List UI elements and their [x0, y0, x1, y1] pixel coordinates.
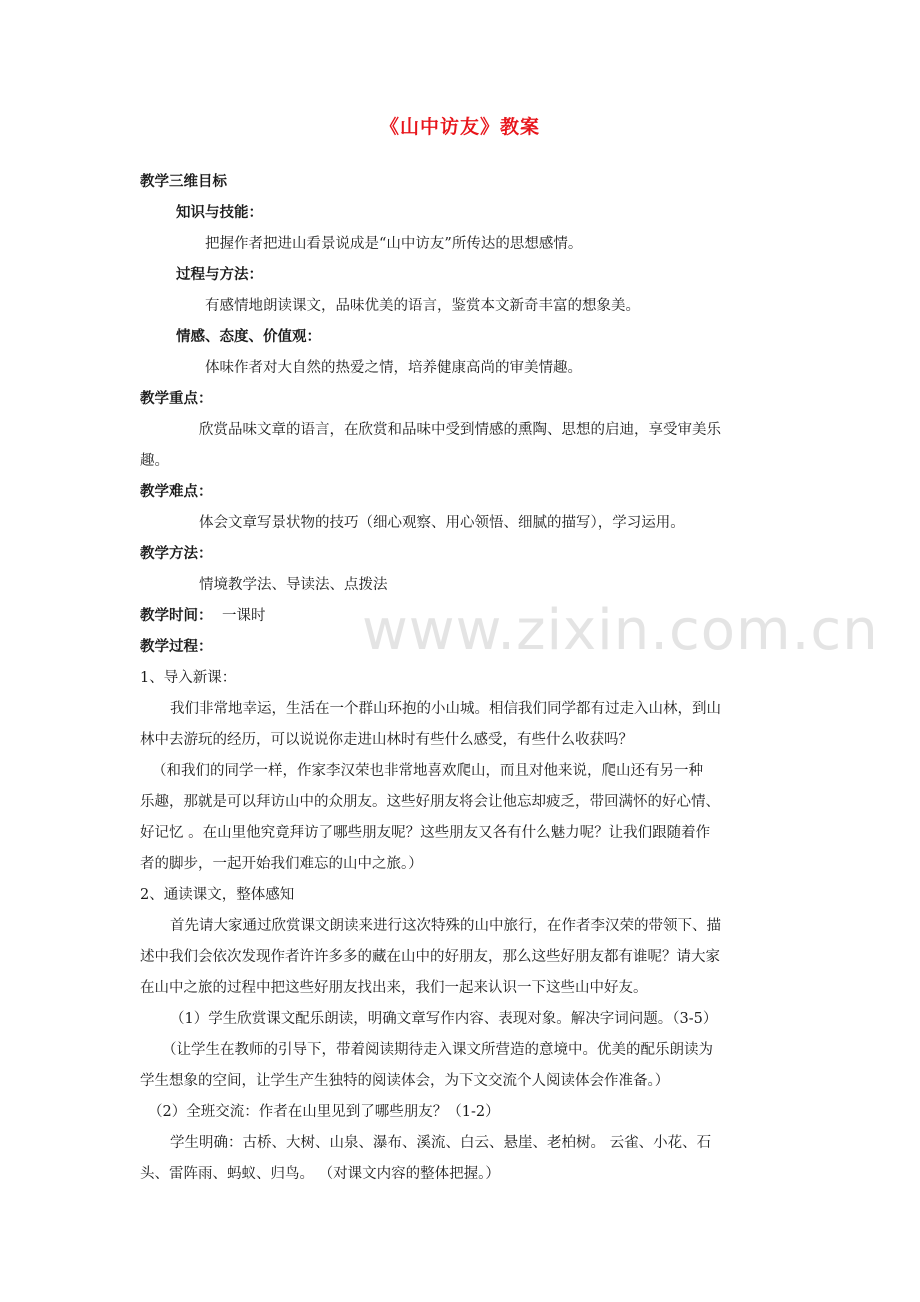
paragraph-line: 有感情地朗读课文，品味优美的语言，鉴赏本文新奇丰富的想象美。 — [205, 298, 640, 314]
paragraph-line: 在山中之旅的过程中把这些好朋友找出来，我们一起来认识一下这些山中好友。 — [140, 980, 648, 996]
paragraph-line: 者的脚步，一起开始我们难忘的山中之旅。） — [140, 856, 423, 872]
paragraph-line: 首先请大家通过欣赏课文朗读来进行这次特殊的山中旅行，在作者李汉荣的带领下、描 — [170, 918, 721, 934]
paragraph-line: 把握作者把进山看景说成是“山中访友”所传达的思想感情。 — [205, 236, 583, 252]
paragraph-line: 头、雷阵雨、蚂蚁、归鸟。 （对课文内容的整体把握。） — [140, 1166, 500, 1182]
heading-key-points: 教学重点： — [140, 391, 213, 407]
paragraph-line: 趣。 — [140, 453, 169, 469]
paragraph-line: （1）学生欣赏课文配乐朗读，明确文章写作内容、表现对象。解决字词问题。（3-5） — [170, 1011, 718, 1027]
paragraph-line: 林中去游玩的经历，可以说说你走进山林时有些什么感受，有些什么收获吗？ — [140, 732, 633, 748]
document-title: 《山中访友》教案 — [379, 116, 540, 138]
paragraph-line: 述中我们会依次发现作者许许多多的藏在山中的好朋友，那么这些好朋友都有谁呢？请大家 — [140, 949, 720, 965]
heading-objectives: 教学三维目标 — [140, 174, 227, 190]
paragraph-line: 欣赏品味文章的语言，在欣赏和品味中受到情感的熏陶、思想的启迪，享受审美乐 — [199, 422, 721, 438]
subheading-process: 过程与方法： — [176, 267, 263, 283]
paragraph-line: 学生明确：古桥、大树、山泉、瀑布、溪流、白云、悬崖、老柏树。 云雀、小花、石 — [170, 1135, 712, 1151]
paragraph-line: 好记忆 。在山里他究竟拜访了哪些朋友呢？这些朋友又各有什么魅力呢？让我们跟随着作 — [140, 825, 711, 841]
heading-time: 教学时间： — [140, 608, 213, 624]
heading-difficulties: 教学难点： — [140, 484, 213, 500]
paragraph-line: （和我们的同学一样，作家李汉荣也非常地喜欢爬山，而且对他来说，爬山还有另一种 — [152, 763, 703, 779]
step-heading: 2、通读课文，整体感知 — [140, 887, 295, 903]
paragraph-line: 乐趣，那就是可以拜访山中的众朋友。这些好朋友将会让他忘却疲乏，带回满怀的好心情、 — [140, 794, 720, 810]
time-value: 一课时 — [222, 608, 266, 624]
subheading-emotion: 情感、态度、价值观： — [176, 329, 321, 345]
subheading-knowledge: 知识与技能： — [176, 205, 263, 221]
paragraph-line: 学生想象的空间，让学生产生独特的阅读体会，为下文交流个人阅读体会作准备。） — [140, 1073, 670, 1089]
paragraph-line: 体味作者对大自然的热爱之情，培养健康高尚的审美情趣。 — [205, 360, 582, 376]
paragraph-line: 我们非常地幸运，生活在一个群山环抱的小山城。相信我们同学都有过走入山林，到山 — [170, 701, 721, 717]
watermark: www.zixin.com.cn — [362, 598, 879, 663]
paragraph-line: 体会文章写景状物的技巧（细心观察、用心领悟、细腻的描写），学习运用。 — [199, 515, 685, 531]
heading-methods: 教学方法： — [140, 546, 213, 562]
step-heading: 1、导入新课： — [140, 670, 237, 686]
paragraph-line: （2）全班交流：作者在山里见到了哪些朋友？（1-2） — [148, 1104, 500, 1120]
heading-procedure: 教学过程： — [140, 639, 213, 655]
paragraph-line: 情境教学法、导读法、点拨法 — [199, 577, 388, 593]
paragraph-line: （让学生在教师的引导下，带着阅读期待走入课文所营造的意境中。优美的配乐朗读为 — [162, 1042, 713, 1058]
